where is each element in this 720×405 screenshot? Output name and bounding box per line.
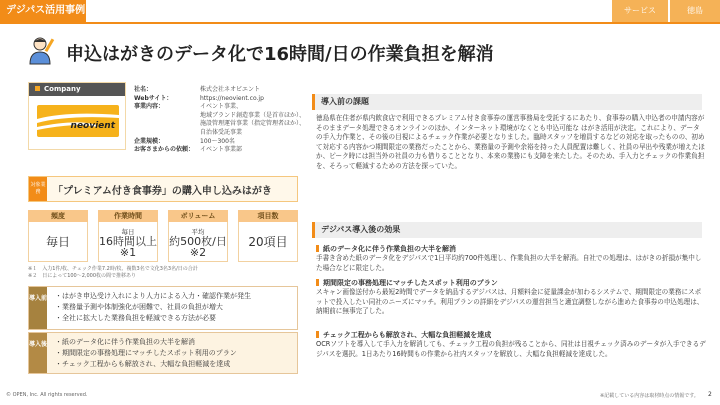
after-list	[55, 337, 237, 370]
effect-heading: 期間限定の事務処理にマッチしたスポット利用のプラン	[316, 278, 706, 288]
after-label: 導入後	[29, 333, 47, 373]
company-card	[28, 82, 126, 150]
metric-item-count	[238, 210, 298, 264]
info-key: Webサイト：	[134, 94, 173, 102]
note-line: ※２ 日によって100〜2,000枚の間で推移あり	[28, 273, 137, 279]
company-card-header	[29, 83, 125, 96]
effect-paragraph: OCRソフトを導入して手入力を解消しても、チェック工程の負担が残ることから、同社は目視チェック済みのデータが入手できるデジパスを選択。1日あたり16時間もの作業から社内スタッフを解放し、大幅な負担軽減を達成した。	[316, 340, 706, 358]
target-task-box	[28, 176, 298, 202]
list-item: ・ 業務量予測や体制強化が困難で、社員の負担が増大	[55, 302, 251, 313]
company-card-label: Company	[44, 85, 81, 93]
info-value: 地域ブランド創造事業（是首市ほか）、	[200, 111, 306, 119]
info-value: イベント事業、	[200, 103, 243, 111]
nav-tab-service[interactable]: サービス	[612, 0, 668, 22]
info-value: 株式会社ネオビエント	[200, 86, 261, 93]
company-info-row	[134, 129, 312, 138]
list-item: ・ はがき申込受け入れにより人力による入力・確認作業が発生	[55, 291, 251, 302]
metrics-row	[28, 210, 298, 264]
page-title: 申込はがきのデータ化で16時間/日の作業負担を解消	[66, 44, 494, 65]
effect-heading: 紙のデータ化に伴う作業負担の大半を解消	[316, 244, 706, 254]
metric-value: 毎日	[45, 235, 70, 249]
target-task-tag: 対象業務	[29, 177, 47, 201]
company-info-table	[134, 86, 312, 155]
footnote: ※記載している内容は取材時点の情報です。	[600, 393, 699, 399]
company-info-row	[134, 138, 312, 147]
list-item: ・ 期間限定の事務処理にマッチしたスポット利用のプラン	[55, 348, 237, 359]
person-pencil-icon	[26, 34, 58, 66]
company-info-row	[134, 86, 312, 95]
metric-label: 作業時間	[98, 210, 158, 222]
info-key	[134, 120, 200, 129]
list-item: ・ 全社に拡大した業務負担を軽減できる方法が必要	[55, 313, 251, 324]
section-heading-effects: デジパス導入後の効果	[312, 222, 702, 238]
company-info-row	[134, 95, 312, 104]
info-value: 100〜300名	[200, 137, 235, 145]
info-value: イベント事業部	[200, 146, 243, 154]
company-info-row	[134, 146, 312, 155]
info-key: 事業内容：	[134, 103, 165, 111]
info-value: 自治体受託事業	[200, 128, 243, 136]
section-heading-challenges: 導入前の課題	[312, 94, 702, 110]
list-item: ・ チェック工程からも解放され、大幅な負担軽減を達成	[55, 359, 237, 370]
metric-label: 項目数	[238, 210, 298, 222]
company-logo	[37, 105, 119, 137]
metric-label: ボリューム	[168, 210, 228, 222]
metric-value: 16時間以上※1	[99, 235, 157, 259]
metric-sub: 毎日	[121, 228, 135, 236]
before-list	[55, 291, 251, 324]
metric-frequency	[28, 210, 88, 264]
top-bar	[0, 0, 720, 24]
metric-value: 20項目	[248, 235, 288, 249]
challenges-paragraph: 徳島県在住者が県内飲食店で利用できるプレミアム付き食事券の運営事務局を受託するにあたり、食事券の購入申込者の申請内容がそのままデータ処理できるオンラインのほか、インターネット環境がなくとも申込可能な はがき活用が決定。これにより、データの手入力作業と、その後の目視によるチェック作業が必要となりました。臨時スタッフを増員するなどの対応を取ったものの、初めて対応する内容かつ期間限定の業務だったことから、業務量の予測や余裕を持った人員配置は難しく、社員の早出や残業が増えたほか、ピーク時には担当外の社員の力も借りることとなり、本来の業務にも支障を来たした。そのため、手入力とチェックの作業負担を、そろって軽減するための方法を探っていた。	[316, 114, 705, 170]
before-label: 導入前	[29, 287, 47, 329]
metric-work-time	[98, 210, 158, 264]
metric-volume	[168, 210, 228, 264]
info-key	[134, 112, 200, 121]
company-info-row	[134, 120, 312, 129]
page-number: 2	[708, 391, 712, 398]
company-logo-text: neovient	[70, 121, 115, 131]
nav-tab-region[interactable]: 徳島	[670, 0, 720, 22]
list-item: ・ 紙のデータ化に伴う作業負担の大半を解消	[55, 337, 237, 348]
after-box	[28, 332, 298, 374]
metric-notes	[28, 266, 198, 280]
info-value: https://neovient.co.jp	[200, 94, 264, 102]
info-key: 社名：	[134, 86, 153, 93]
effect-paragraph: スキャン画像送付から最短2時間でデータを納品するデジパスは、月額料金に従量課金が加わるシステムで、期間限定の業務にスポットで投入したい同社のニーズにマッチ。利用プランの詳細をデジパスの運営担当と適宜調整しながら進めた食事券の申込処理は、納期前に無事完了した。	[316, 288, 704, 316]
target-task-text: 「プレミアム付き食事券」の購入申し込みはがき	[53, 186, 272, 197]
metric-value: 約500枚/日※2	[169, 235, 227, 259]
company-info-row	[134, 103, 312, 112]
metric-sub: 平均	[191, 228, 205, 236]
effect-heading: チェック工程からも解放され、大幅な負担軽減を達成	[316, 330, 706, 340]
info-key: お客さまからの依頼：	[134, 146, 195, 154]
info-value: 施設管理運営事業（指定管理者ほか）、	[200, 120, 306, 128]
copyright: © OPEN, Inc. All rights reserved.	[6, 392, 88, 398]
info-key: 企業規模：	[134, 137, 165, 145]
info-key	[134, 129, 200, 138]
case-study-badge: デジパス活用事例	[0, 0, 86, 22]
header-rule	[0, 22, 720, 24]
effect-paragraph: 手書き含めた紙のデータ化をデジパスで1日平均約700件処理し、作業負担の大半を解消。自社での処理は、はがきの折損が集中した場合などに限定した。	[316, 254, 702, 272]
metric-label: 頻度	[28, 210, 88, 222]
note-line: ※１ 入力1件/枚、チェック作業7.2時/枚、複数3名で文化3名3名/日の合計	[28, 266, 198, 272]
before-box	[28, 286, 298, 330]
